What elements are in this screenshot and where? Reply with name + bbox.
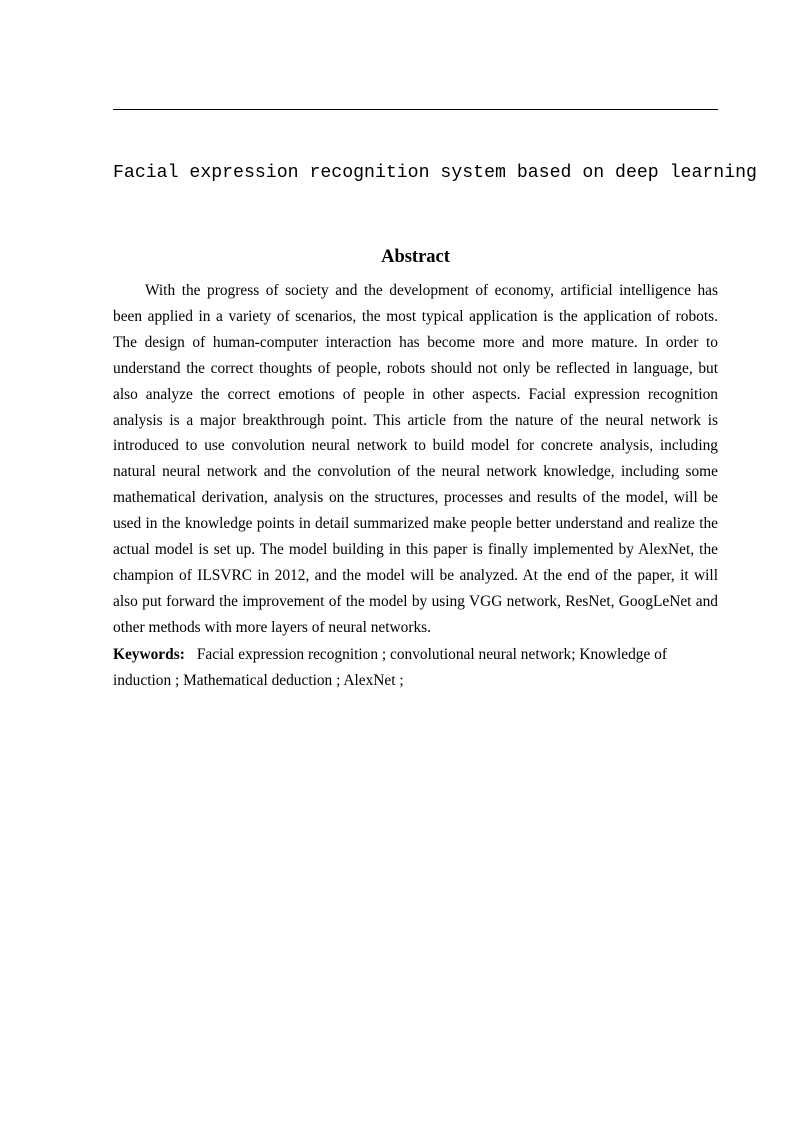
abstract-heading: Abstract [381, 247, 450, 267]
keywords-label: Keywords: [113, 646, 185, 663]
header-rule [113, 109, 718, 110]
paper-title: Facial expression recognition system based on deep learning [113, 163, 757, 183]
keywords-line [113, 642, 718, 694]
keywords-text: Facial expression recognition ; convolutional neural network; Knowledge of induction ; Mathematical deduction ; AlexNet ; [113, 646, 667, 689]
abstract-body: With the progress of society and the development of economy, artificial intelligence has been applied in a variety of scenarios, the most typical application is the application of robots. The design of human-computer interaction has become more and more mature. In order to understand the correct thoughts of people, robots should not only be reflected in language, but also analyze the correct emotions of people in other aspects. Facial expression recognition analysis is a major breakthrough point. This article from the nature of the neural network is introduced to use convolution neural network to build model for concrete analysis, including natural neural network and the convolution of the neural network knowledge, including some mathematical derivation, analysis on the structures, processes and results of the model, will be used in the knowledge points in detail summarized make people better understand and realize the actual model is set up. The model building in this paper is finally implemented by AlexNet, the champion of ILSVRC in 2012, and the model will be analyzed. At the end of the paper, it will also put forward the improvement of the model by using VGG network, ResNet, GoogLeNet and other methods with more layers of neural networks. [113, 282, 718, 636]
